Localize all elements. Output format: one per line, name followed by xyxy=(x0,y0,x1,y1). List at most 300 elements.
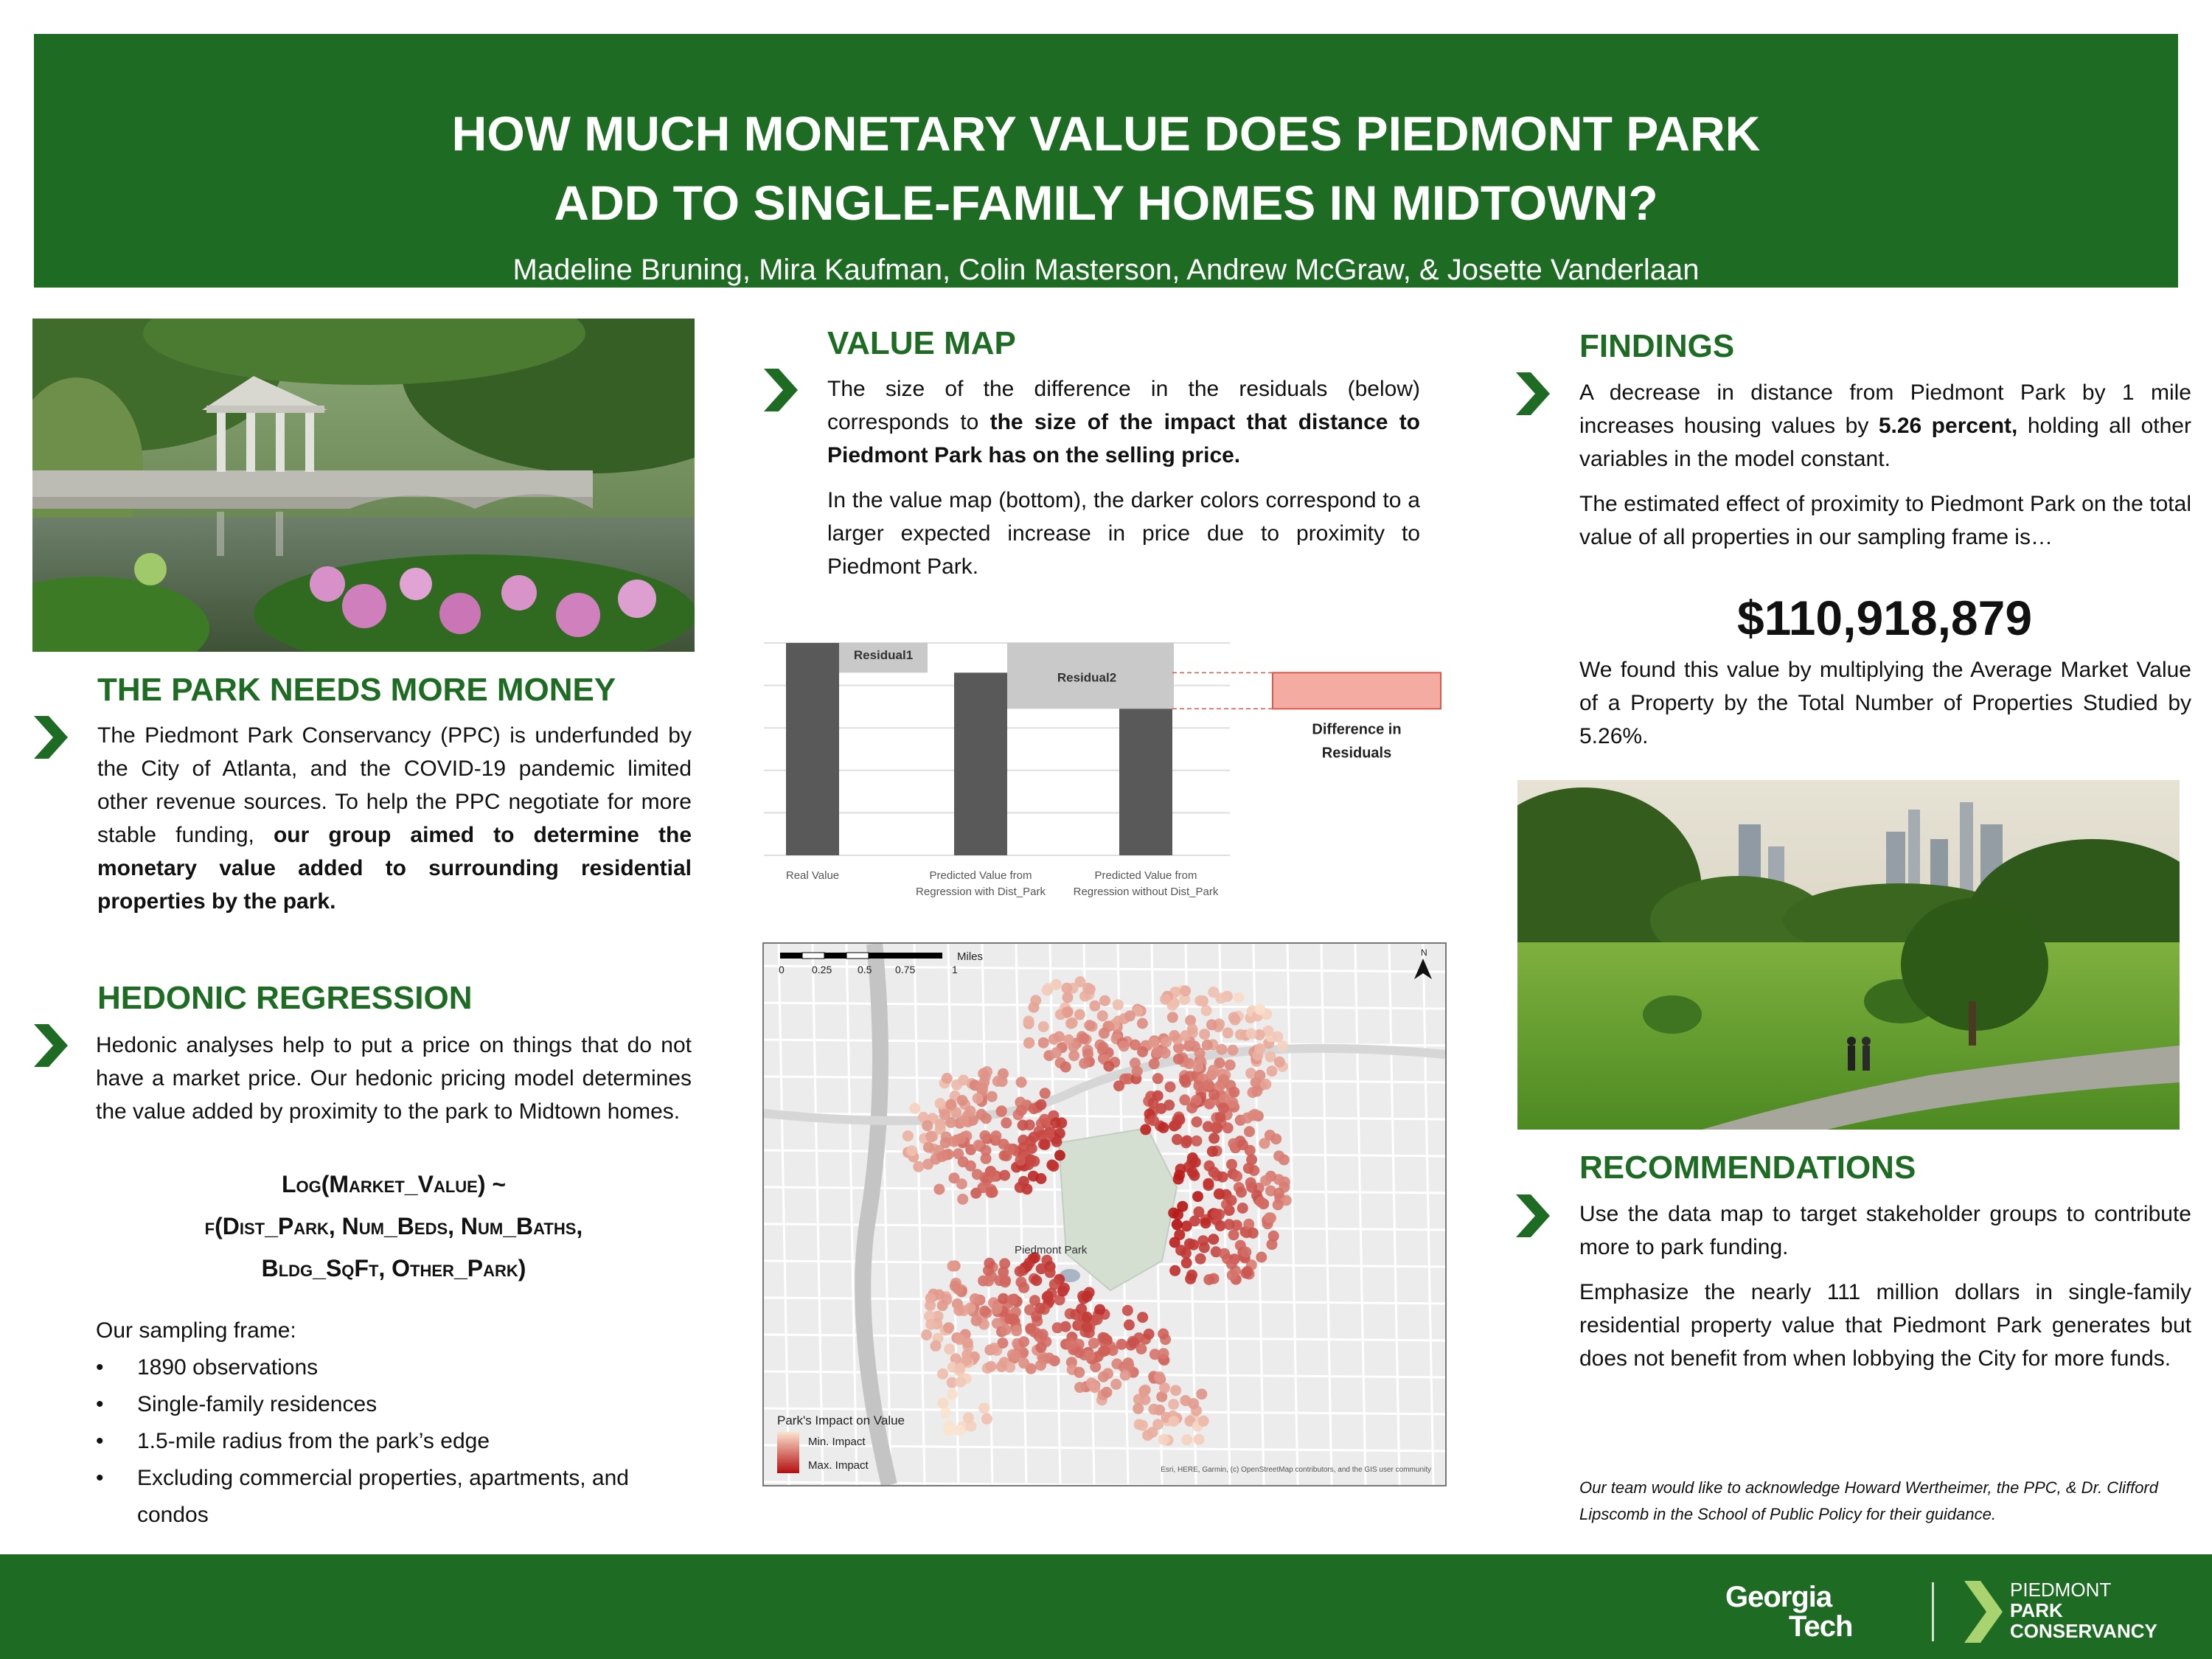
hedonic-paragraph: Hedonic analyses help to put a price on things that do not have a market price. Our hedonic pricing model determines the value added by proximity to the park to Midtown homes. xyxy=(96,1033,692,1124)
property-dot xyxy=(1177,1201,1188,1212)
property-dot xyxy=(1018,1336,1029,1347)
difference-label: Difference in xyxy=(1312,721,1402,738)
property-dot xyxy=(925,1319,936,1330)
property-dot xyxy=(1132,1066,1143,1077)
property-dot xyxy=(1137,1018,1148,1029)
property-dot xyxy=(1098,1042,1109,1053)
property-dot xyxy=(1206,1019,1217,1030)
property-dot xyxy=(1226,1195,1237,1206)
svg-text:N: N xyxy=(1421,947,1427,958)
property-dot xyxy=(1037,1329,1048,1340)
property-dot xyxy=(1023,1015,1034,1026)
property-dot xyxy=(1169,1030,1180,1041)
property-dot xyxy=(1228,1229,1239,1240)
property-dot xyxy=(1181,1434,1192,1445)
property-dot xyxy=(1168,1399,1179,1410)
property-dot xyxy=(999,1258,1010,1269)
park-needs-plain: The Piedmont Park Conservancy (PPC) is underfunded by the City of Atlanta, and the COVID-19 pandemic limited other revenue sources. To help the PPC negotiate for more stable funding, xyxy=(97,723,692,847)
property-dot xyxy=(1092,1314,1103,1325)
value-map-p2: In the value map (bottom), the darker colors correspond to a larger expected increase in price due to proximity to Piedmont Park. xyxy=(827,488,1420,579)
scale-tick: 0.5 xyxy=(858,964,872,975)
findings-p3-text: We found this value by multiplying the Average Market Value of a Property by the Total Number of Properties Studied by 5.26%. xyxy=(1579,658,2191,748)
property-dot xyxy=(1029,1002,1040,1013)
residual-1-label: Residual1 xyxy=(853,648,914,662)
property-dot xyxy=(979,1130,990,1141)
property-dot xyxy=(1139,1394,1150,1405)
property-dot xyxy=(1217,1172,1228,1183)
property-dot xyxy=(937,1368,948,1380)
property-dot xyxy=(1255,1004,1266,1015)
chart-bar xyxy=(1119,709,1172,855)
property-dot xyxy=(943,1425,954,1436)
property-dot xyxy=(1015,1182,1026,1193)
property-dot xyxy=(1235,1029,1246,1040)
property-dot xyxy=(1040,1088,1051,1099)
property-dot xyxy=(1190,1157,1201,1168)
property-dot xyxy=(1154,1371,1165,1382)
property-dot xyxy=(906,1145,917,1156)
property-dot xyxy=(1274,1057,1285,1068)
property-dot xyxy=(1007,1349,1018,1360)
acknowledgement: Our team would like to acknowledge Howard Wertheimer, the PPC, & Dr. Clifford Lipscomb in the School of Public Policy for their guidance. xyxy=(1579,1478,2158,1523)
property-dot xyxy=(956,1133,967,1144)
recommendations-text xyxy=(1579,1197,2191,1387)
scale-tick: 0.25 xyxy=(812,964,832,975)
property-dot xyxy=(1199,1242,1210,1253)
property-dot xyxy=(1230,1015,1241,1026)
property-dot xyxy=(1038,1037,1049,1048)
value-map-p1-plain: The size of the difference in the residuals (below) corresponds to xyxy=(827,377,1420,434)
property-dot xyxy=(989,1343,1000,1354)
property-dot xyxy=(1074,1367,1085,1378)
property-dot xyxy=(1101,1387,1112,1398)
property-dot xyxy=(1048,1161,1059,1172)
property-dot xyxy=(1273,1150,1284,1161)
property-dot xyxy=(996,1105,1007,1116)
property-dot xyxy=(1099,1028,1110,1039)
property-dot xyxy=(1123,1360,1134,1371)
property-dot xyxy=(1110,1379,1121,1390)
property-dot xyxy=(1224,1219,1235,1230)
park-lawn-photo xyxy=(1517,780,2180,1130)
property-dot xyxy=(937,1300,948,1311)
property-dot xyxy=(953,1305,964,1316)
property-dot xyxy=(1078,1033,1089,1044)
formula-line-1: Log(Market_Value) ~ xyxy=(281,1171,507,1197)
property-dot xyxy=(1120,1370,1131,1381)
property-dot xyxy=(1218,1102,1229,1113)
scale-tick: 0 xyxy=(779,964,785,975)
residuals-chart-svg xyxy=(759,634,1445,900)
property-dot xyxy=(1208,1065,1219,1076)
chart-category-label: Predicted Value from xyxy=(1094,869,1197,882)
property-dot xyxy=(1099,1332,1110,1343)
property-dot xyxy=(1191,1135,1202,1147)
property-dot xyxy=(1228,1045,1239,1056)
property-dot xyxy=(1231,1171,1242,1182)
property-dot xyxy=(1018,1282,1029,1293)
property-dot xyxy=(1227,1097,1238,1108)
property-dot xyxy=(1226,1259,1237,1270)
property-dot xyxy=(1135,1343,1147,1354)
property-dot xyxy=(1054,1032,1065,1043)
property-dot xyxy=(1011,1325,1022,1336)
footer-banner xyxy=(0,1554,2212,1659)
property-dot xyxy=(1149,1037,1160,1048)
property-dot xyxy=(1199,1029,1210,1040)
formula-line-3: Bldg_SqFt, Other_Park) xyxy=(261,1255,526,1281)
property-dot xyxy=(978,1068,989,1079)
value-map xyxy=(762,942,1447,1486)
property-dot xyxy=(996,1361,1007,1372)
chart-bar xyxy=(786,643,839,855)
property-dot xyxy=(1082,1321,1093,1332)
property-dot xyxy=(1099,995,1110,1006)
property-dot xyxy=(1124,1010,1135,1021)
property-dot xyxy=(1169,1265,1180,1276)
property-dot xyxy=(1260,1175,1271,1186)
property-dot xyxy=(958,1075,969,1086)
property-dot xyxy=(1060,1062,1071,1073)
property-dot xyxy=(1035,1342,1046,1353)
property-dot xyxy=(1180,1137,1192,1148)
property-dot xyxy=(1034,1303,1046,1314)
map-attribution: Esri, HERE, Garmin, (c) OpenStreetMap contributors, and the GIS user community xyxy=(1161,1466,1431,1474)
property-dot xyxy=(1207,1146,1218,1157)
property-dot xyxy=(1133,1403,1144,1414)
property-dot xyxy=(1236,1186,1247,1197)
property-dot xyxy=(909,1103,920,1114)
chart-residuals xyxy=(839,643,1441,709)
property-dot xyxy=(1189,1216,1200,1227)
property-dot xyxy=(1000,1275,1011,1286)
property-dot xyxy=(1124,1319,1135,1330)
property-dot xyxy=(1059,1283,1070,1294)
property-dot xyxy=(925,1293,936,1304)
property-dot xyxy=(1035,1360,1046,1371)
property-dot xyxy=(983,1276,994,1287)
property-dot xyxy=(1140,1385,1151,1396)
findings-text xyxy=(1579,376,2191,566)
property-dot xyxy=(922,1120,933,1131)
property-dot xyxy=(1113,999,1124,1010)
property-dot xyxy=(1082,983,1093,994)
title-line-1: HOW MUCH MONETARY VALUE DOES PIEDMONT PARK xyxy=(451,106,1761,161)
hedonic-heading: HEDONIC REGRESSION xyxy=(97,980,473,1016)
property-dot xyxy=(957,1194,968,1205)
property-dot xyxy=(1173,1054,1184,1065)
legend-gradient xyxy=(777,1432,799,1473)
property-dot xyxy=(1001,1324,1012,1335)
property-dot xyxy=(1018,1357,1029,1368)
property-dot xyxy=(1079,1058,1090,1069)
recommendations-heading: RECOMMENDATIONS xyxy=(1579,1150,1916,1186)
property-dot xyxy=(1084,1350,1095,1361)
property-dot xyxy=(943,1322,954,1333)
property-dot xyxy=(1267,1239,1278,1250)
property-dot xyxy=(1088,1338,1099,1349)
property-dot xyxy=(1208,1273,1220,1284)
property-dot xyxy=(1137,1312,1148,1323)
property-dot xyxy=(1098,1371,1109,1382)
property-dot xyxy=(913,1161,924,1172)
chart-category-label: Predicted Value from xyxy=(929,869,1032,882)
property-dot xyxy=(1068,1050,1079,1061)
difference-in-residuals-bar xyxy=(1273,672,1441,709)
property-dot xyxy=(1039,1114,1050,1125)
property-dot xyxy=(1254,1070,1265,1081)
property-dot xyxy=(1015,1266,1026,1277)
property-dot xyxy=(1270,1133,1281,1144)
property-dot xyxy=(1174,1229,1185,1240)
chevron-right-icon xyxy=(1516,1194,1550,1237)
park-needs-bold: our group aimed to determine the monetary value added to surrounding residential properties by the park. xyxy=(97,823,692,914)
difference-label: Residuals xyxy=(1321,745,1392,762)
property-dot xyxy=(973,1093,984,1104)
property-dot xyxy=(987,1091,998,1102)
property-dot xyxy=(936,1151,947,1162)
property-dot xyxy=(1015,1155,1026,1166)
property-dot xyxy=(1052,1322,1063,1333)
property-dot xyxy=(1018,1120,1029,1131)
gazebo-bridge-photo xyxy=(32,319,695,652)
findings-p1-a: A decrease in distance from Piedmont Park by 1 mile increases housing values by xyxy=(1579,380,2191,438)
ppc-logo-line-1: PIEDMONT xyxy=(2010,1579,2112,1601)
property-dot xyxy=(970,1293,981,1304)
property-dot xyxy=(1051,1047,1062,1058)
property-dot xyxy=(1084,1020,1095,1031)
property-dot xyxy=(1180,1030,1191,1041)
georgia-tech-logo-line-2: Tech xyxy=(1789,1610,1853,1643)
property-dot xyxy=(1201,1005,1212,1016)
property-dot xyxy=(933,1184,945,1195)
park-label: Piedmont Park xyxy=(1015,1244,1088,1256)
property-dot xyxy=(1194,1434,1205,1445)
property-dot xyxy=(1192,1116,1203,1127)
list-item: • Excluding commercial properties, apartments, and condos xyxy=(96,1460,693,1534)
value-map-text xyxy=(827,372,1420,595)
chevron-right-icon xyxy=(1516,372,1550,415)
property-dot xyxy=(1147,1427,1158,1438)
scale-tick: 1 xyxy=(952,964,958,975)
property-dot xyxy=(978,1182,989,1193)
ppc-logo-icon xyxy=(1964,1581,2003,1643)
property-dot xyxy=(1208,1133,1220,1144)
property-dot xyxy=(1172,1219,1183,1230)
property-dot xyxy=(1158,1122,1169,1133)
value-map-p1-bold: the size of the impact that distance to Piedmont Park has on the selling price. xyxy=(827,410,1421,467)
property-dot xyxy=(1222,1027,1234,1038)
property-dot xyxy=(1001,1117,1012,1128)
property-dot xyxy=(1171,1119,1182,1130)
property-dot xyxy=(1198,1416,1209,1427)
property-dot xyxy=(1040,1139,1051,1150)
property-dot xyxy=(1222,1122,1234,1133)
property-dot xyxy=(947,1261,958,1272)
property-dot xyxy=(1165,1082,1176,1093)
property-dot xyxy=(1082,1291,1093,1302)
property-dot xyxy=(1063,1034,1074,1046)
property-dot xyxy=(1208,1234,1219,1245)
property-dot xyxy=(1028,1171,1039,1182)
property-dot xyxy=(1074,1347,1085,1358)
total-value-amount: $110,918,879 xyxy=(1736,591,2033,645)
property-dot xyxy=(940,1408,951,1419)
property-dot xyxy=(1074,1009,1085,1020)
chart-category-label: Regression with Dist_Park xyxy=(916,886,1046,898)
property-dot xyxy=(1006,1294,1018,1305)
property-dot xyxy=(1029,1155,1040,1166)
value-map-svg xyxy=(764,944,1445,1485)
property-dot xyxy=(1180,1395,1191,1406)
georgia-tech-logo-line-1: Georgia xyxy=(1725,1581,1832,1613)
legend-min-label: Min. Impact xyxy=(808,1436,866,1448)
property-dot xyxy=(1210,1122,1221,1133)
property-dot xyxy=(958,1116,969,1127)
property-dot xyxy=(1152,1046,1163,1057)
property-dot xyxy=(962,1338,973,1349)
property-dot xyxy=(1273,1200,1284,1211)
property-dot xyxy=(1119,1040,1130,1051)
property-dot xyxy=(1244,1126,1255,1137)
property-dot xyxy=(1211,1208,1222,1220)
property-dot xyxy=(956,1178,967,1189)
property-dot xyxy=(965,1105,976,1116)
property-dot xyxy=(1170,1385,1181,1396)
property-dot xyxy=(1228,1087,1239,1098)
property-dot xyxy=(1023,1037,1034,1048)
property-dot xyxy=(1181,1257,1192,1268)
property-dot xyxy=(981,1413,992,1425)
property-dot xyxy=(1240,1247,1251,1258)
property-dot xyxy=(931,1340,942,1352)
recommendations-p1: Use the data map to target stakeholder groups to contribute more to park funding. xyxy=(1579,1202,2191,1259)
property-dot xyxy=(945,1099,956,1110)
property-dot xyxy=(1203,1180,1214,1191)
property-dot xyxy=(1175,1245,1186,1256)
property-dot xyxy=(1043,1290,1054,1301)
findings-p2: The estimated effect of proximity to Piedmont Park on the total value of all properties in our sampling frame is… xyxy=(1579,492,2191,549)
property-dot xyxy=(1192,1061,1203,1072)
legend-max-label: Max. Impact xyxy=(808,1459,869,1472)
property-dot xyxy=(1242,1113,1253,1124)
property-dot xyxy=(1122,1305,1133,1316)
findings-p3 xyxy=(1579,653,2191,765)
property-dot xyxy=(1200,1217,1211,1228)
property-dot xyxy=(1194,995,1206,1006)
header-banner xyxy=(34,34,2178,288)
property-dot xyxy=(1099,1346,1110,1357)
regression-formula xyxy=(96,1164,692,1290)
property-dot xyxy=(1148,1404,1159,1415)
property-dot xyxy=(984,1258,995,1269)
property-dot xyxy=(1202,1040,1213,1051)
chevron-right-icon xyxy=(34,716,68,759)
scale-unit-label: Miles xyxy=(957,950,984,963)
property-dot xyxy=(1193,1080,1204,1091)
property-dot xyxy=(1245,1178,1256,1189)
authors: Madeline Bruning, Mira Kaufman, Colin Masterson, Andrew McGraw, & Josette Vanderlaan xyxy=(512,254,1700,286)
logo-divider xyxy=(1932,1582,1934,1641)
findings-heading: FINDINGS xyxy=(1579,328,1735,364)
property-dot xyxy=(1225,1060,1236,1071)
property-dot xyxy=(1066,1339,1077,1350)
property-dot xyxy=(1160,994,1171,1005)
property-dot xyxy=(1035,1099,1046,1110)
property-dot xyxy=(978,1402,990,1413)
property-dot xyxy=(1187,1166,1198,1178)
value-map-heading: VALUE MAP xyxy=(827,325,1016,361)
property-dot xyxy=(1185,1273,1196,1284)
property-dot xyxy=(1148,1115,1159,1126)
property-dot xyxy=(1031,1275,1042,1286)
property-dot xyxy=(1042,985,1053,996)
property-dot xyxy=(981,1153,992,1164)
property-dot xyxy=(1267,1065,1278,1077)
property-dot xyxy=(1065,1018,1077,1029)
property-dot xyxy=(1018,1135,1029,1146)
property-dot xyxy=(1203,1079,1214,1091)
property-dot xyxy=(1167,1012,1178,1023)
property-dot xyxy=(940,1137,951,1148)
property-dot xyxy=(1062,1006,1074,1018)
property-dot xyxy=(1242,1266,1253,1277)
property-dot xyxy=(1164,1099,1175,1110)
property-dot xyxy=(1103,1061,1114,1072)
findings-p1-c: holding all other variables in the model constant. xyxy=(1579,414,2191,471)
property-dot xyxy=(1180,985,1191,996)
property-dot xyxy=(1097,1010,1108,1021)
property-dot xyxy=(1248,1228,1259,1239)
property-dot xyxy=(938,1397,949,1408)
property-dot xyxy=(1004,1144,1015,1155)
formula-line-2: f(Dist_Park, Num_Beds, Num_Baths, xyxy=(204,1213,583,1239)
property-dot xyxy=(1016,1105,1027,1116)
property-dot xyxy=(944,1343,955,1354)
property-dot xyxy=(986,1166,997,1178)
property-dot xyxy=(1256,1252,1267,1263)
sampling-label: Our sampling frame: xyxy=(96,1318,296,1343)
property-dot xyxy=(977,1082,988,1093)
property-dot xyxy=(1130,1040,1141,1051)
property-dot xyxy=(986,1361,997,1372)
property-dot xyxy=(987,1187,998,1198)
property-dot xyxy=(992,1303,1003,1314)
park-needs-heading: THE PARK NEEDS MORE MONEY xyxy=(97,672,616,708)
property-dot xyxy=(992,1076,1004,1087)
property-dot xyxy=(950,1281,961,1292)
property-dot xyxy=(1158,1329,1169,1340)
property-dot xyxy=(1089,1001,1100,1012)
recommendations-p2: Emphasize the nearly 111 million dollars in single-family residential property value that Piedmont Park generates but does not benefit from when lobbying the City for more funds. xyxy=(1579,1280,2191,1371)
property-dot xyxy=(1082,1312,1093,1323)
property-dot xyxy=(1237,1203,1248,1214)
property-dot xyxy=(1226,1159,1237,1170)
property-dot xyxy=(954,1363,965,1374)
property-dot xyxy=(963,1412,974,1423)
property-dot xyxy=(1140,1124,1151,1135)
residuals-chart xyxy=(759,634,1445,900)
property-dot xyxy=(1219,1248,1230,1259)
property-dot xyxy=(971,1315,982,1326)
property-dot xyxy=(1251,1085,1262,1096)
chevron-right-icon xyxy=(764,369,798,411)
property-dot xyxy=(1113,1080,1124,1091)
property-dot xyxy=(1051,1117,1062,1128)
property-dot xyxy=(1179,1094,1190,1105)
property-dot xyxy=(965,1161,976,1172)
property-dot xyxy=(1158,1434,1169,1445)
